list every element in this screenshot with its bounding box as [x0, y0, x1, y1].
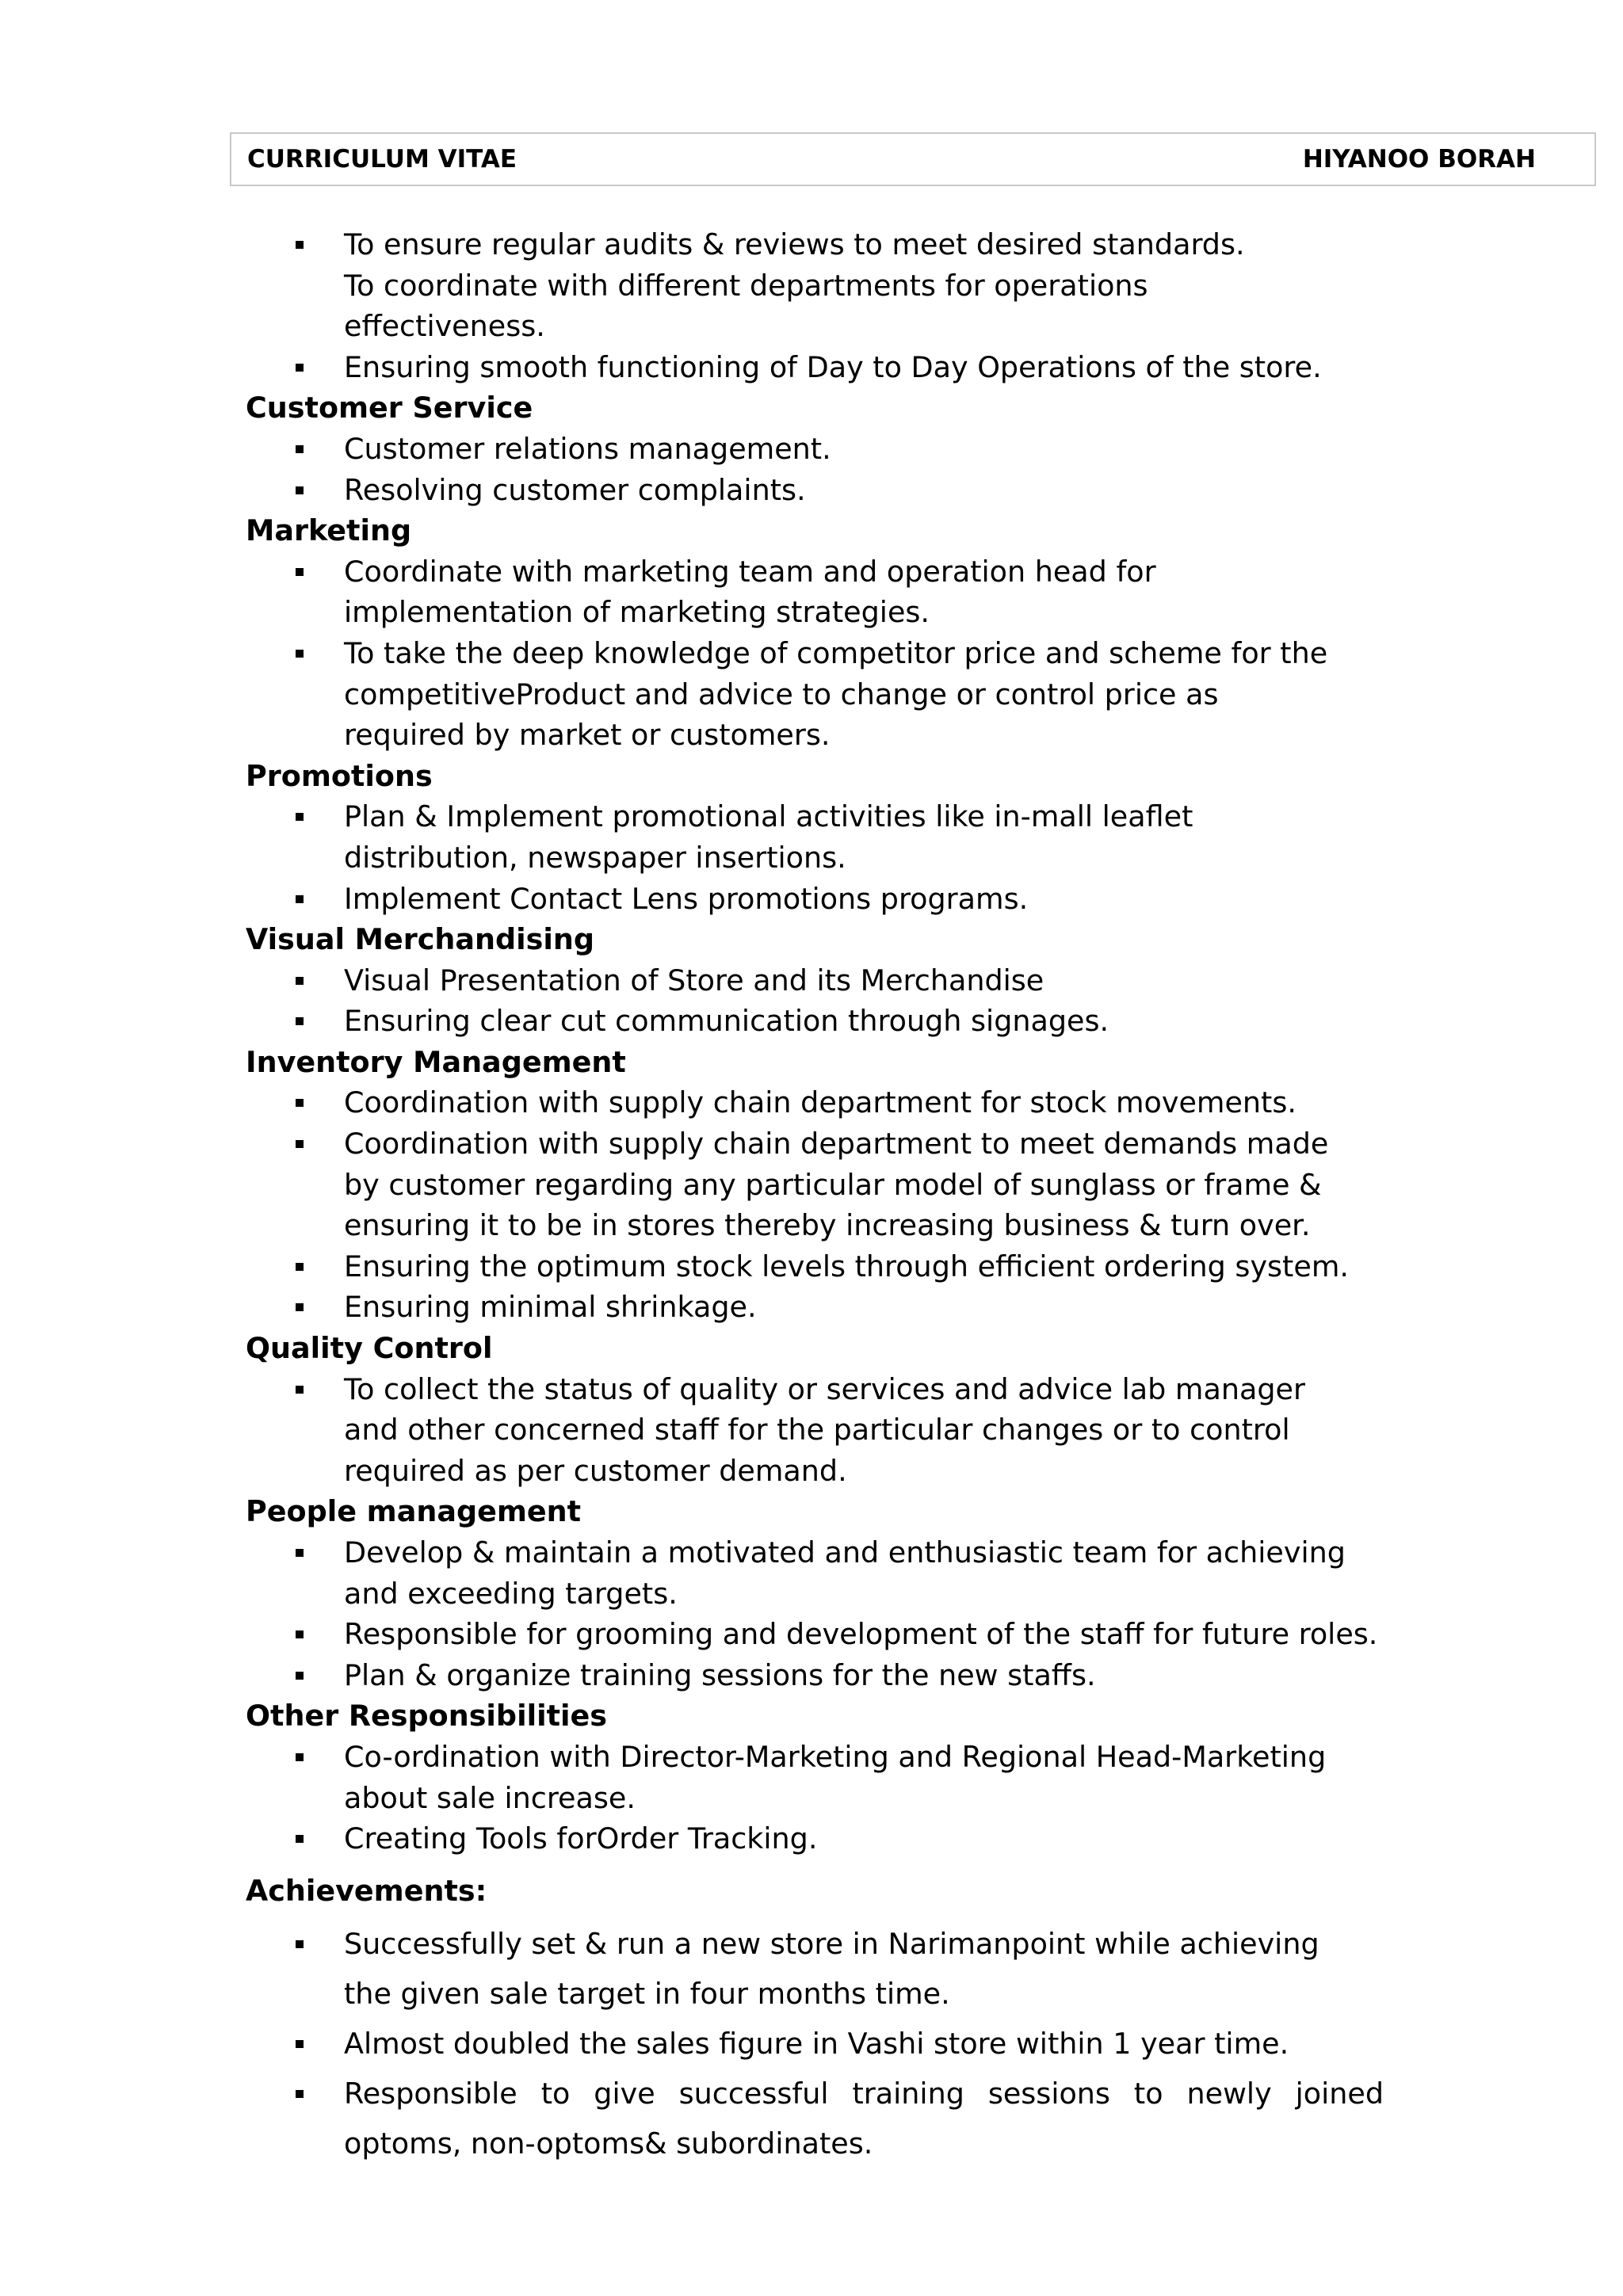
- marketing-list: [246, 551, 1387, 756]
- list-item: Coordinate with marketing team and operation head for implementation of marketing strategies.: [344, 551, 1390, 633]
- cv-content: [246, 224, 1387, 2168]
- list-item: Ensuring smooth functioning of Day to Day Operations of the store.: [344, 347, 1387, 388]
- customer-service-list: [246, 429, 1387, 510]
- section-title-promotions: Promotions: [246, 758, 433, 793]
- list-item: Coordination with supply chain department to meet demands made by customer regarding any particular model of sunglass or frame & ensuring it to be in stores thereby increasing business & turn over.: [344, 1123, 1366, 1246]
- list-item: Ensuring minimal shrinkage.: [344, 1287, 1387, 1328]
- list-item: Plan & organize training sessions for the new staffs.: [344, 1655, 1387, 1696]
- list-item: Successfully set & run a new store in Narimanpoint while achieving the given sale target in four months time.: [344, 1919, 1350, 2019]
- list-item: Plan & Implement promotional activities like in-mall leaflet distribution, newspaper insertions.: [344, 796, 1350, 878]
- list-item: Implement Contact Lens promotions programs.: [344, 879, 1387, 920]
- promotions-list: [246, 796, 1387, 919]
- list-item: Customer relations management.: [344, 429, 1387, 470]
- other-responsibilities-list: [246, 1737, 1387, 1859]
- list-item: Co-ordination with Director-Marketing and Regional Head-Marketing about sale increase.: [344, 1737, 1390, 1818]
- section-title-customer-service: Customer Service: [246, 391, 533, 425]
- intro-list: [246, 224, 1387, 387]
- inventory-management-list: [246, 1082, 1387, 1328]
- section-title-other-responsibilities: Other Responsibilities: [246, 1699, 608, 1733]
- list-item: To take the deep knowledge of competitor price and scheme for the competitiveProduct and advice to change or control price as required by market or customers.: [344, 633, 1335, 756]
- list-item: To ensure regular audits & reviews to meet desired standards. To coordinate with different departments for operations effectiveness.: [344, 224, 1271, 347]
- section-title-marketing: Marketing: [246, 513, 412, 548]
- section-title-inventory-management: Inventory Management: [246, 1044, 626, 1079]
- section-title-visual-merchandising: Visual Merchandising: [246, 922, 594, 957]
- visual-merchandising-list: [246, 960, 1387, 1042]
- list-item: Responsible to give successful training sessions to newly joined optoms, non-optoms& subordinates.: [344, 2069, 1384, 2168]
- page-header: [230, 132, 1596, 186]
- section-title-quality-control: Quality Control: [246, 1331, 493, 1366]
- list-item: Resolving customer complaints.: [344, 470, 1387, 511]
- section-title-people-management: People management: [246, 1494, 582, 1529]
- list-item: Develop & maintain a motivated and enthusiastic team for achieving and exceeding targets.: [344, 1532, 1366, 1614]
- list-item: Coordination with supply chain department for stock movements.: [344, 1082, 1387, 1123]
- list-item: Almost doubled the sales figure in Vashi store within 1 year time.: [344, 2019, 1387, 2069]
- list-item: Creating Tools forOrder Tracking.: [344, 1818, 1387, 1859]
- quality-control-list: [246, 1369, 1387, 1492]
- list-item: Ensuring the optimum stock levels through efficient ordering system.: [344, 1246, 1387, 1287]
- list-item: Ensuring clear cut communication through signages.: [344, 1001, 1387, 1042]
- people-management-list: [246, 1532, 1387, 1695]
- list-item: Visual Presentation of Store and its Merchandise: [344, 960, 1387, 1001]
- list-item: Responsible for grooming and development of the staff for future roles.: [344, 1614, 1387, 1655]
- header-title: CURRICULUM VITAE: [247, 145, 517, 174]
- achievements-title: Achievements:: [246, 1873, 487, 1908]
- achievements-list: [246, 1919, 1387, 2168]
- list-item: To collect the status of quality or services and advice lab manager and other concerned staff for the particular changes or to control required as per customer demand.: [344, 1369, 1350, 1492]
- header-name: HIYANOO BORAH: [1302, 145, 1536, 174]
